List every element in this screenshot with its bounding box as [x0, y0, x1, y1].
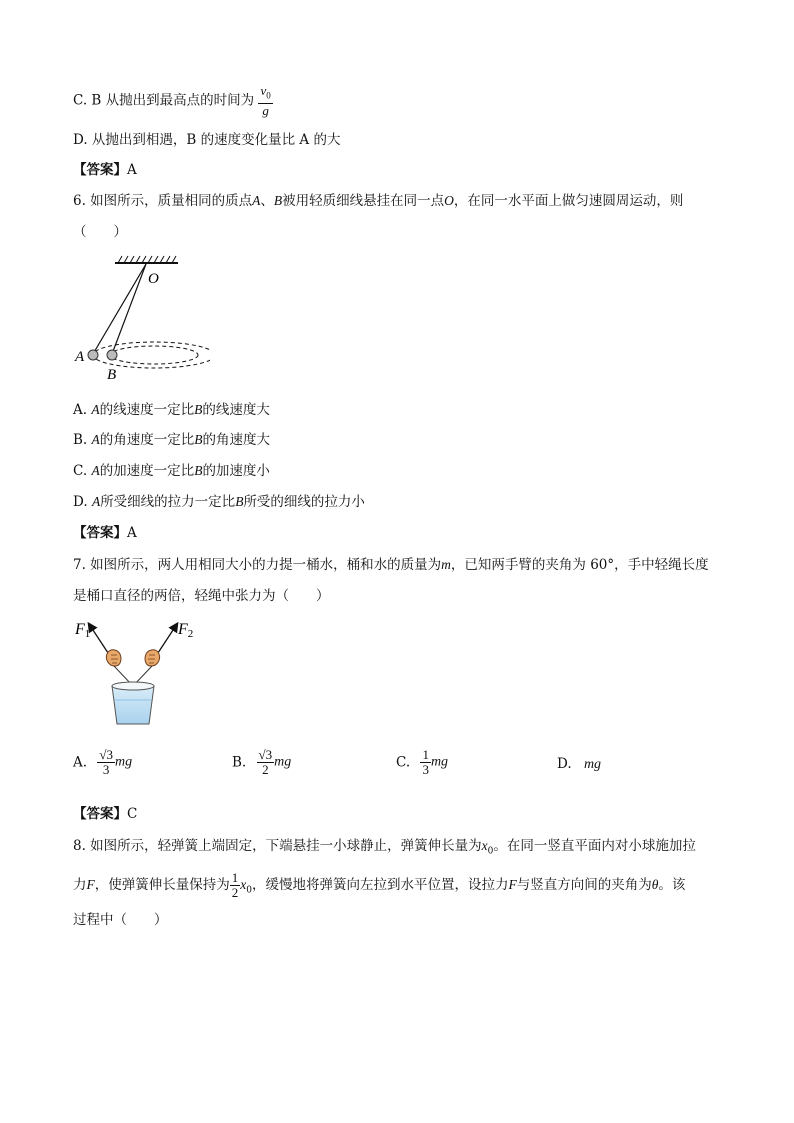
q7-option-d: D. mg [557, 756, 602, 772]
q6-option-b: B. A的角速度一定比B的角速度大 [73, 432, 271, 448]
right-hand-icon [145, 650, 160, 666]
q7-answer: 【答案】C [73, 806, 138, 822]
q7-option-c: C. $\frac{1}{3}$ mg [396, 747, 449, 777]
q7-option-a: A. $\frac{√3}{3}$ mg [73, 747, 133, 777]
ceiling-hatch [118, 256, 176, 263]
q6-option-d: D. A所受细线的拉力一定比B所受的细线的拉力小 [73, 494, 365, 510]
q5-optc-fraction: $\frac{v_0}{g}$ [260, 83, 271, 118]
particle-b [107, 350, 117, 360]
q7-stem: 7. 如图所示，两人用相同大小的力提一桶水，桶和水的质量为m，已知两手臂的夹角为 60°，手中轻绳长度 [73, 557, 709, 573]
q5-answer: 【答案】A [73, 162, 137, 178]
bucket [112, 686, 154, 724]
q6-option-a: A. A的线速度一定比B的线速度大 [73, 402, 270, 418]
label-o: O [148, 271, 159, 287]
q6-blank: （ ） [73, 224, 127, 240]
particle-a [88, 350, 98, 360]
q5-option-c: C. B 从抛出到最高点的时间为 $\frac{v_0}{g}$ [73, 83, 271, 118]
left-hand-icon [106, 650, 121, 666]
q8-stem-line1: 8. 如图所示，轻弹簧上端固定，下端悬挂一小球静止，弹簧伸长量为$x_0$。在同一竖直平面内对小球施加拉 [73, 838, 696, 857]
q6-conical-pendulum-figure [70, 255, 210, 385]
orbit-b [110, 346, 198, 364]
q7-bucket-figure [70, 614, 200, 732]
q8-stem-line3: 过程中（ ） [73, 912, 168, 928]
bucket-rim [112, 682, 154, 690]
q6-answer: 【答案】A [73, 525, 137, 541]
label-a: A [75, 349, 85, 365]
q8-stem-line2: 力F，使弹簧伸长量保持为 $\frac{1}{2}$ $x_0$，缓慢地将弹簧向左拉到水平位置，设拉力F与竖直方向间的夹角为θ。该 [73, 870, 686, 900]
label-f1: F1 [75, 621, 91, 640]
q7-stem-line2: 是桶口直径的两倍，轻绳中张力为（ ） [73, 588, 330, 604]
q6-option-c: C. A的加速度一定比B的加速度小 [73, 463, 270, 479]
q7-option-b: B. $\frac{√3}{2}$ mg [232, 747, 292, 777]
label-f2: F2 [178, 621, 194, 640]
label-b: B [107, 367, 117, 383]
q6-stem: 6. 如图所示，质量相同的质点A、B被用轻质细线悬挂在同一点O，在同一水平面上做匀速圆周运动，则 [73, 193, 684, 209]
string-a [93, 264, 146, 354]
string-b [112, 264, 146, 354]
q5-option-d: D. 从抛出到相遇，B 的速度变化量比 A 的大 [73, 132, 341, 148]
